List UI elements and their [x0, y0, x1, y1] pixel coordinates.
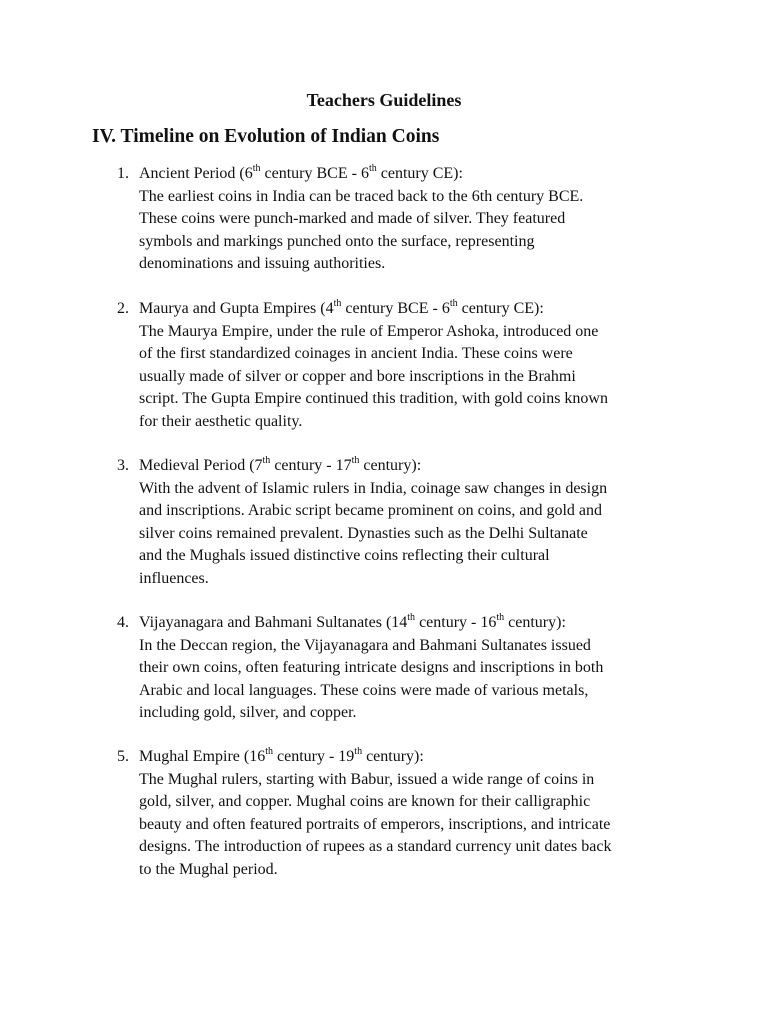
heading-segment: century):: [362, 748, 424, 765]
body-line: beauty and often featured portraits of emperors, inscriptions, and intricate: [139, 815, 611, 833]
body-line: denominations and issuing authorities.: [139, 255, 386, 272]
section-heading: IV. Timeline on Evolution of Indian Coins: [92, 126, 440, 147]
timeline-item-heading: [117, 163, 687, 186]
timeline-item-heading: [117, 455, 687, 478]
item-number: 3.: [117, 457, 129, 474]
body-line: for their aesthetic quality.: [139, 412, 303, 430]
item-number: 1.: [117, 165, 129, 182]
item-heading-text: [139, 745, 424, 765]
timeline-item-body: [117, 321, 687, 434]
body-line: These coins were punch-marked and made of silver. They featured: [139, 210, 566, 227]
timeline-item: [117, 746, 687, 881]
body-line: script. The Gupta Empire continued this tradition, with gold coins known: [139, 390, 608, 407]
heading-superscript: th: [496, 611, 505, 623]
item-number: 5.: [117, 748, 129, 765]
heading-superscript: th: [333, 297, 342, 309]
body-line: influences.: [139, 569, 209, 587]
body-line: their own coins, often featuring intricate designs and inscriptions in both: [139, 659, 604, 676]
heading-segment: century CE):: [376, 165, 463, 182]
body-line: silver coins remained prevalent. Dynasties such as the Delhi Sultanate: [139, 524, 588, 542]
item-heading-text: [139, 611, 566, 631]
heading-segment: Maurya and Gupta Empires (4: [139, 300, 334, 317]
heading-superscript: th: [265, 745, 273, 757]
timeline-item-body: [117, 635, 687, 725]
heading-superscript: th: [407, 611, 416, 623]
item-number: 2.: [117, 300, 129, 317]
heading-segment: century - 19: [272, 748, 355, 765]
body-line: gold, silver, and copper. Mughal coins are known for their calligraphic: [139, 793, 591, 810]
item-heading-text: [139, 454, 422, 474]
item-number: 4.: [117, 614, 129, 631]
body-line: With the advent of Islamic rulers in India, coinage saw changes in design: [139, 479, 608, 497]
item-heading-text: [139, 162, 463, 182]
heading-segment: Vijayanagara and Bahmani Sultanates (14: [139, 614, 408, 631]
heading-superscript: th: [252, 162, 261, 174]
heading-segment: century - 17: [270, 457, 352, 474]
heading-segment: century):: [504, 614, 566, 631]
body-line: symbols and markings punched onto the surface, representing: [139, 232, 535, 250]
heading-segment: century):: [359, 457, 422, 474]
body-line: The Mughal rulers, starting with Babur, issued a wide range of coins in: [139, 770, 595, 788]
heading-segment: Mughal Empire (16: [139, 748, 266, 765]
heading-superscript: th: [262, 454, 271, 466]
body-line: In the Deccan region, the Vijayanagara and Bahmani Sultanates issued: [139, 636, 591, 654]
timeline-item-heading: [117, 746, 687, 769]
body-line: The earliest coins in India can be traced back to the 6th century BCE.: [139, 187, 584, 205]
heading-segment: century CE):: [457, 300, 544, 317]
body-line: designs. The introduction of rupees as a standard currency unit dates back: [139, 838, 612, 855]
timeline-item-body: [117, 186, 687, 276]
timeline-item-body: [117, 769, 687, 882]
timeline-item: [117, 612, 687, 725]
heading-superscript: th: [449, 297, 458, 309]
body-line: to the Mughal period.: [139, 860, 278, 878]
body-line: including gold, silver, and copper.: [139, 704, 357, 721]
timeline-item-heading: [117, 298, 687, 321]
timeline-item: [117, 455, 687, 590]
body-line: and inscriptions. Arabic script became prominent on coins, and gold and: [139, 502, 602, 519]
heading-segment: century BCE - 6: [260, 165, 369, 182]
heading-segment: Ancient Period (6: [139, 165, 253, 182]
item-heading-text: [139, 297, 544, 317]
body-line: of the first standardized coinages in ancient India. These coins were: [139, 345, 573, 362]
heading-superscript: th: [368, 162, 377, 174]
heading-segment: Medieval Period (7: [139, 457, 263, 474]
timeline-item-body: [117, 478, 687, 591]
heading-segment: century - 16: [415, 614, 497, 631]
body-line: The Maurya Empire, under the rule of Emperor Ashoka, introduced one: [139, 322, 599, 340]
body-line: usually made of silver or copper and bore inscriptions in the Brahmi: [139, 367, 576, 385]
heading-segment: century BCE - 6: [341, 300, 450, 317]
timeline-item: [117, 298, 687, 433]
heading-superscript: th: [351, 454, 360, 466]
page-title: Teachers Guidelines: [306, 90, 462, 110]
heading-superscript: th: [354, 745, 363, 757]
body-line: Arabic and local languages. These coins were made of various metals,: [139, 681, 589, 699]
timeline-item-heading: [117, 612, 687, 635]
timeline-item: [117, 163, 687, 276]
body-line: and the Mughals issued distinctive coins reflecting their cultural: [139, 547, 550, 564]
